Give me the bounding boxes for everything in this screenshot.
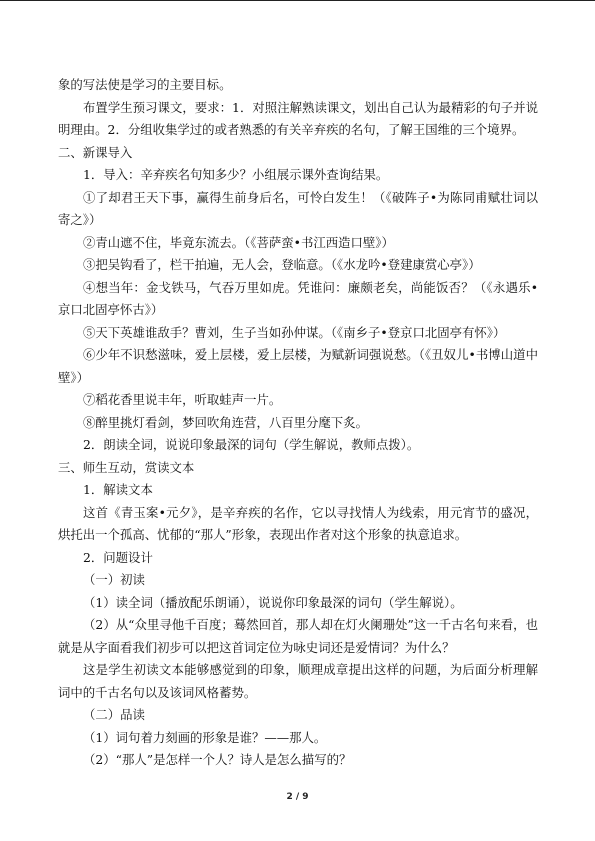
paragraph: 2．朗读全词，说说印象最深的词句（学生解说，教师点拨）。: [83, 437, 420, 452]
quote-item: ③把吴钩看了，栏干拍遍，无人会，登临意。（《水龙吟•登建康赏心亭》）: [83, 257, 481, 272]
paragraph: （1）读全词（播放配乐朗诵），说说你印象最深的词句（学生解说）。: [83, 594, 463, 610]
section-heading: 三、师生互动，赏读文本: [58, 459, 195, 475]
quote-item: ①了却君王天下事，赢得生前身后名，可怜白发生！（《破阵子•为陈同甫赋壮词以寄之》）: [58, 189, 538, 227]
page-top-border: [0, 0, 595, 1]
quote-item: ⑧醉里挑灯看剑，梦回吹角连营，八百里分麾下炙。: [83, 414, 368, 430]
subheading: 2．问题设计: [83, 549, 153, 565]
subheading: （一）初读: [83, 572, 145, 587]
section-heading: 二、新课导入: [58, 144, 133, 160]
quote-item: ②青山遮不住，毕竟东流去。（《菩萨蛮•书江西造口壁》）: [83, 234, 394, 250]
quote-item: ⑤天下英雄谁敌手？曹刘，生子当如孙仲谋。（《南乡子•登京口北固亭有怀》）: [83, 324, 506, 340]
paragraph: 象的写法使是学习的主要目标。: [58, 77, 232, 92]
quote-item: ④想当年：金戈铁马，气吞万里如虎。凭谁问：廉颇老矣，尚能饭否？（《永遇乐•京口北固亭怀古》）: [58, 279, 538, 317]
paragraph: （2）从“众里寻他千百度；蓦然回首，那人却在灯火阑珊处”这一千古名句来看，也就是从字面看我们初步可以把这首词定位为咏史词还是爱情词？为什么？: [58, 617, 538, 655]
paragraph: 1．导入：辛弃疾名句知多少？小组展示课外查询结果。: [83, 167, 389, 182]
paragraph: 这是学生初读文本能够感觉到的印象，顺理成章提出这样的问题，为后面分析理解词中的千古名句以及该词风格蓄势。: [58, 662, 538, 700]
page-number: 2 / 9: [286, 792, 309, 802]
paragraph: （1）词句着力刻画的形象是谁？——那人。: [83, 729, 327, 745]
paragraph: 布置学生预习课文，要求：1．对照注解熟读课文，划出自己认为最精彩的句子并说明理由。2．分组收集学过的或者熟悉的有关辛弃疾的名句，了解王国维的三个境界。: [58, 99, 538, 137]
paragraph: （2）“那人”是怎样一个人？诗人是怎么描写的？: [83, 752, 352, 767]
document-body: [58, 74, 538, 772]
subheading: 1．解读文本: [83, 482, 153, 497]
paragraph: 这首《青玉案•元夕》，是辛弃疾的名作，它以寻找情人为线索，用元宵节的盛况，烘托出一个孤高、忧郁的“那人”形象，表现出作者对这个形象的执意追求。: [58, 504, 538, 542]
quote-item: ⑥少年不识愁滋味，爱上层楼，爱上层楼，为赋新词强说愁。（《丑奴儿•书博山道中壁》）: [58, 347, 538, 385]
subheading: （二）品读: [83, 707, 145, 722]
quote-item: ⑦稻花香里说丰年，听取蛙声一片。: [83, 392, 282, 407]
